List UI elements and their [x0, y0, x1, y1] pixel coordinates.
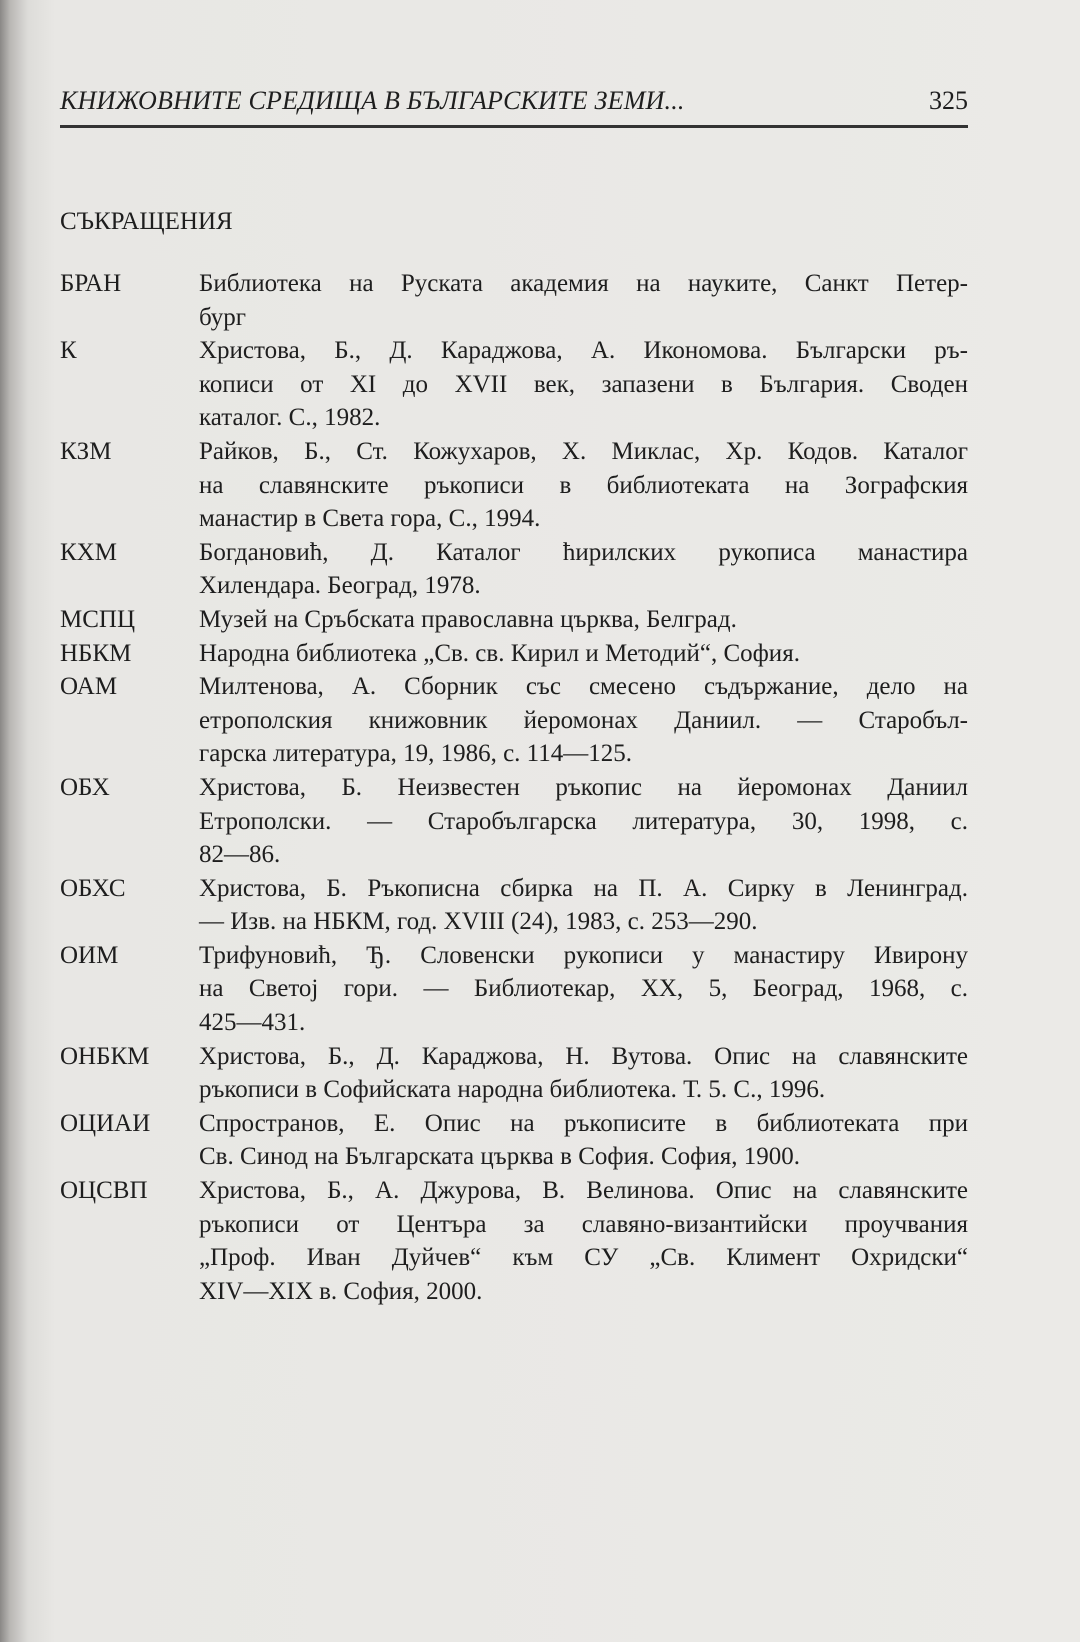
abbreviation-entry	[60, 771, 968, 872]
description-line: Милтенова, А. Сборник със смесено съдържание, дело на	[199, 673, 968, 701]
description-line: кописи от XI до XVII век, запазени в България. Своден	[199, 370, 968, 398]
abbreviation: ОБХ	[60, 773, 110, 801]
description-line: Богдановић, Д. Каталог ћирилских рукописа манастира	[199, 538, 968, 566]
abbreviation-description	[199, 267, 968, 334]
abbreviation-description	[199, 939, 968, 1040]
description-line: гарска литература, 19, 1986, с. 114—125.	[199, 740, 632, 768]
description-line: ръкописи в Софийската народна библиотека. Т. 5. С., 1996.	[199, 1076, 826, 1104]
abbreviation-entry	[60, 637, 968, 671]
abbreviation-entry	[60, 1174, 968, 1308]
abbreviation: ОЦСВП	[60, 1177, 148, 1205]
description-line: на славянските ръкописи в библиотеката на Зографския	[199, 471, 968, 499]
description-line: XIV—XIX в. София, 2000.	[199, 1277, 483, 1305]
description-line: на Светој гори. — Библиотекар, XX, 5, Београд, 1968, с.	[199, 975, 968, 1003]
description-line: бург	[199, 303, 247, 331]
description-line: Хилендара. Београд, 1978.	[199, 572, 481, 600]
abbreviation: ОЦИАИ	[60, 1109, 151, 1137]
abbreviation-description	[199, 1174, 968, 1308]
abbreviations-list	[60, 267, 968, 1308]
running-header	[60, 86, 968, 126]
abbreviation-description	[199, 670, 968, 771]
abbreviation-description	[199, 435, 968, 536]
description-line: 82—86.	[199, 841, 281, 869]
description-line: етрополския книжовник йеромонах Даниил. — Старобъл-	[199, 706, 968, 734]
abbreviation-entry	[60, 1040, 968, 1107]
section-title: СЪКРАЩЕНИЯ	[60, 208, 233, 235]
description-line: Христова, Б., Д. Караджова, А. Икономова. Български ръ-	[199, 337, 968, 365]
abbreviation-entry	[60, 603, 968, 637]
abbreviation-entry	[60, 939, 968, 1040]
description-line: Св. Синод на Българската църква в София. София, 1900.	[199, 1143, 800, 1171]
abbreviation: КЗМ	[60, 437, 112, 465]
abbreviation: К	[60, 337, 77, 365]
description-line: Етрополски. — Старобългарска литература, 30, 1998, с.	[199, 807, 968, 835]
description-line: ръкописи от Центъра за славяно-византийски проучвания	[199, 1210, 968, 1238]
description-line: Христова, Б., Д. Караджова, Н. Вутова. Опис на славянските	[199, 1042, 968, 1070]
abbreviation-entry	[60, 1107, 968, 1174]
abbreviation: МСПЦ	[60, 605, 136, 633]
description-line: — Изв. на НБКМ, год. XVIII (24), 1983, с. 253—290.	[199, 908, 758, 936]
abbreviation-entry	[60, 670, 968, 771]
description-line: Христова, Б., А. Джурова, В. Велинова. Опис на славянските	[199, 1177, 968, 1205]
description-line: Спространов, Е. Опис на ръкописите в библиотеката при	[199, 1109, 968, 1137]
abbreviation-entry	[60, 872, 968, 939]
abbreviation-description	[199, 872, 968, 939]
abbreviation-description	[199, 1040, 968, 1107]
abbreviation: ОНБКМ	[60, 1042, 150, 1070]
description-line: Музей на Сръбската православна църква, Белград.	[199, 605, 737, 633]
description-line: Христова, Б. Ръкописна сбирка на П. А. Сирку в Ленинград.	[199, 874, 968, 902]
abbreviation-entry	[60, 334, 968, 435]
header-rule	[60, 125, 968, 128]
description-line: Райков, Б., Ст. Кожухаров, Х. Миклас, Хр. Кодов. Каталог	[199, 437, 968, 465]
running-title: КНИЖОВНИТЕ СРЕДИЩА В БЪЛГАРСКИТЕ ЗЕМИ...	[60, 86, 685, 115]
abbreviation-description	[199, 536, 968, 603]
abbreviation: ОАМ	[60, 673, 118, 701]
abbreviation-description	[199, 603, 968, 637]
description-line: манастир в Света гора, С., 1994.	[199, 505, 541, 533]
abbreviation-description	[199, 334, 968, 435]
description-line: Народна библиотека „Св. св. Кирил и Методий“, София.	[199, 639, 800, 667]
description-line: „Проф. Иван Дуйчев“ към СУ „Св. Климент Охридски“	[199, 1244, 968, 1272]
abbreviation: БРАН	[60, 270, 122, 297]
abbreviation: КХМ	[60, 538, 117, 566]
description-line: Христова, Б. Неизвестен ръкопис на йеромонах Даниил	[199, 773, 968, 801]
abbreviation-entry	[60, 435, 968, 536]
page-number: 325	[929, 86, 968, 115]
abbreviation-entry	[60, 267, 968, 334]
abbreviation: ОИМ	[60, 941, 119, 969]
abbreviation-description	[199, 771, 968, 872]
abbreviation: НБКМ	[60, 639, 132, 667]
description-line: 425—431.	[199, 1009, 306, 1037]
description-line: каталог. С., 1982.	[199, 404, 381, 432]
description-line: Трифуновић, Ђ. Словенски рукописи у манастиру Ивирону	[199, 941, 968, 969]
description-line: Библиотека на Руската академия на науките, Санкт Петер-	[199, 270, 968, 297]
abbreviation: ОБХС	[60, 874, 126, 902]
abbreviation-description	[199, 1107, 968, 1174]
abbreviation-description	[199, 637, 968, 671]
abbreviation-entry	[60, 536, 968, 603]
